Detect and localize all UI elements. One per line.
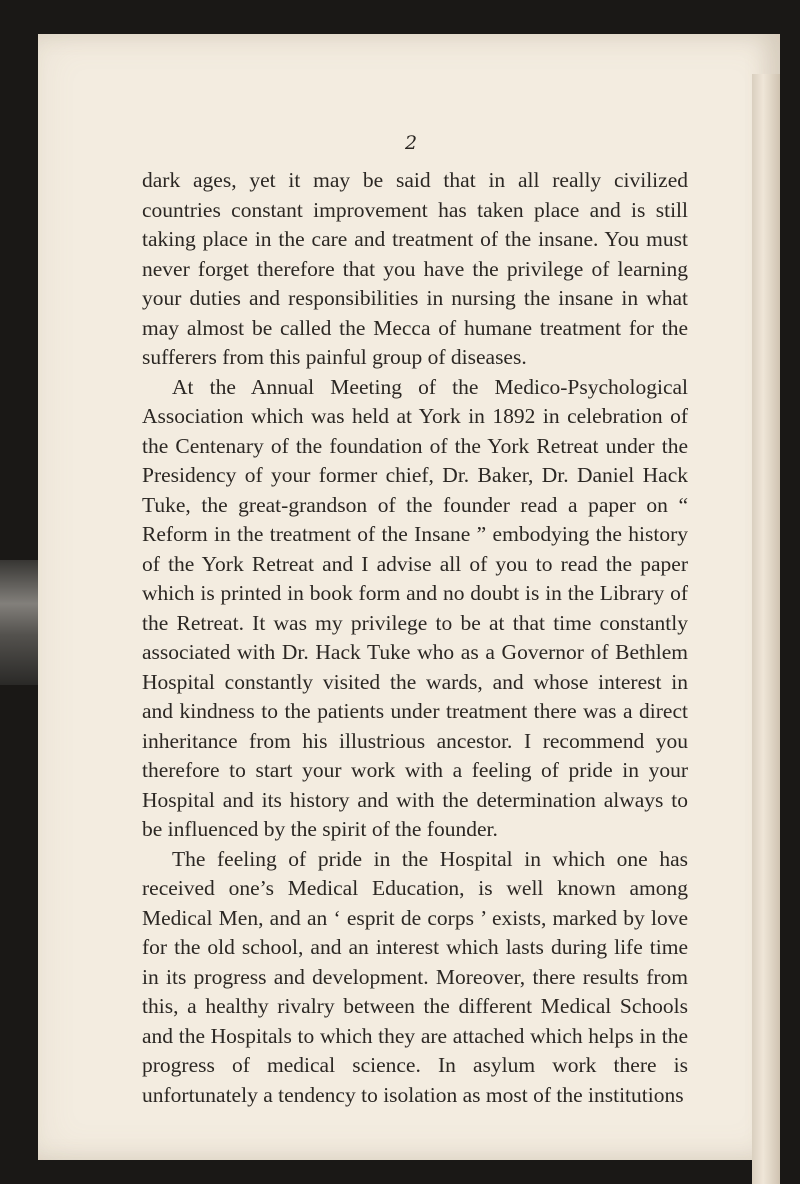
paragraph: At the Annual Meeting of the Medico-Psychological Association which was held at York in 1892 in celebration of the Centenary of the foundation of the York Retreat under the Presidency of your former chief, Dr. Baker, Dr. Daniel Hack Tuke, the great-grandson of the founder read a paper on “ Reform in the treatment of the Insane ” embodying the history of the York Retreat and I advise all of you to read the paper which is printed in book form and no doubt is in the Library of the Retreat. It was my privilege to be at that time constantly associated with Dr. Hack Tuke who as a Governor of Bethlem Hospital constantly visited the wards, and whose interest in and kindness to the patients under treatment there was a direct inheritance from his illustrious ancestor. I recommend you therefore to start your work with a feeling of pride in your Hospital and its history and with the determination always to be influenced by the spirit of the founder. [142, 374, 688, 841]
paragraph: The feeling of pride in the Hospital in which one has received one’s Medical Education, is well known among Medical Men, and an ‘ esprit de corps ’ exists, marked by love for the old school, and an interest which lasts during life time in its progress and development. Moreover, there results from this, a healthy rivalry between the different Medical Schools and the Hospitals to which they are attached which helps in the progress of medical science. In asylum work there is unfortunately a tendency to isolation as most of the institutions [142, 846, 688, 1107]
body-text [142, 166, 688, 1110]
page-number: 2 [405, 132, 418, 154]
paragraph: dark ages, yet it may be said that in all really civilized countries constant improvement has taken place and is still taking place in the care and treatment of the insane. You must never forget therefore that you have the privilege of learning your duties and responsibilities in nursing the insane in what may almost be called the Mecca of humane treatment for the sufferers from this painful group of diseases. [142, 168, 688, 369]
page-edge [752, 74, 780, 1184]
